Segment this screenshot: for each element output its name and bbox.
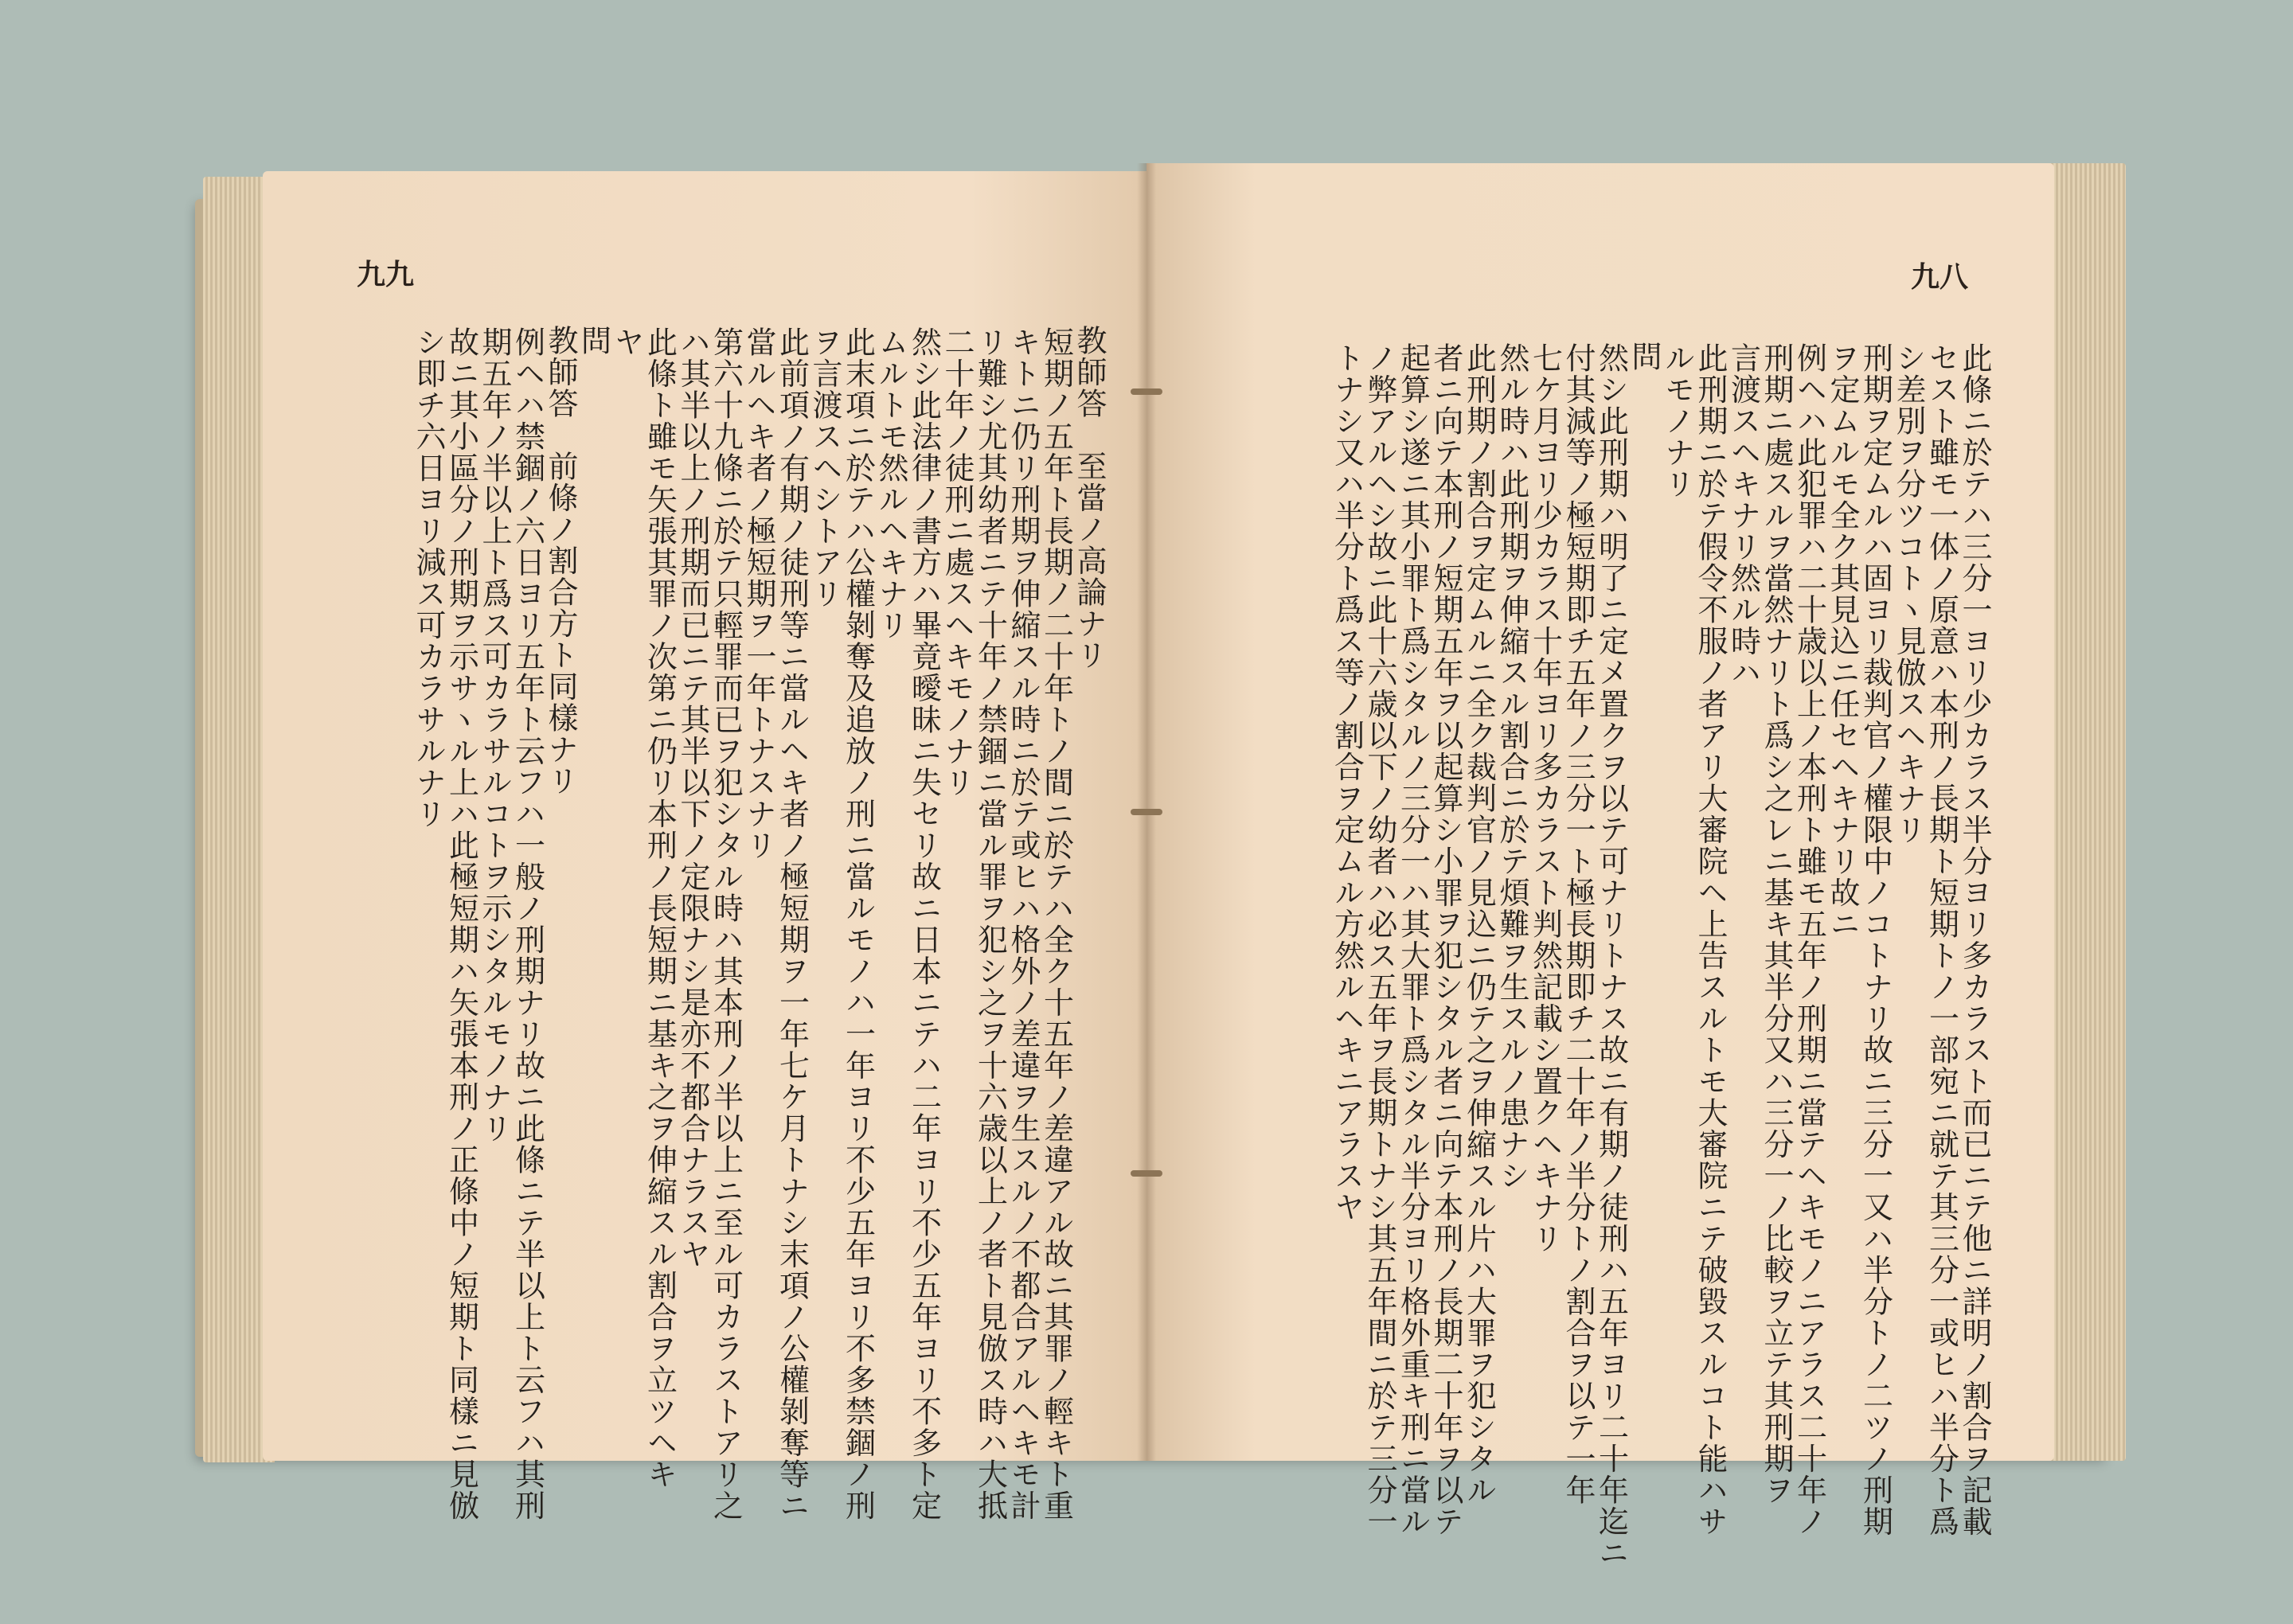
- text-column: セスト雖モ一体ノ原意ハ本刑ノ長期ト短期トノ一部宛ニ就テ其三分一或ヒハ半分ト爲: [1924, 342, 1959, 1537]
- text-column: 此條ニ於テハ三分一ヨリ少カラス半分ヨリ多カラスト而已ニテ他ニ詳明ノ割合ヲ記載: [1957, 342, 1992, 1537]
- text-column: 起算シ遂ニ其小罪ト爲シタルノ三分一ハ其大罪ト爲シタル半分ヨリ格外重キ刑ニ當ル: [1395, 342, 1431, 1537]
- text-column: 短期ノ五年ト長期ノ二十年トノ間ニ於テハ全ク十五年ノ差違アル故ニ其罪ノ輕キト重: [1038, 326, 1074, 1521]
- text-column: ヲ定ムルモ全ク其見込ニ任セヘキナリ故ニ: [1825, 342, 1860, 940]
- binding-stitch: [1131, 809, 1162, 815]
- text-column: 刑期ヲ定ムルハ固ヨリ裁判官ノ權限中ノコトナリ故ニ三分一又ハ半分トノ二ツノ刑期: [1857, 342, 1893, 1537]
- text-column: 此刑期ニ於テ假令不服ノ者アリ大審院ヘ上告スルトモ大審院ニテ破毀スルコト能ハサ: [1693, 342, 1728, 1537]
- text-column: 者ニ向テ本刑ノ短期五年ヲ以起算シ小罪ヲ犯シタル者ニ向テ本刑ノ長期二十年ヲ以テ: [1428, 342, 1463, 1537]
- text-column: 此末項ニ於テハ公權剝奪及追放ノ刑ニ當ルモノハ一年ヨリ不少五年ヨリ不多禁錮ノ刑: [840, 326, 876, 1521]
- text-column: ハ其半以上ノ刑期而已ニテ其半以下ノ定限ナシ是亦不都合ナラスヤ: [675, 326, 710, 1270]
- text-column: 二十年ノ徒刑ニ處スヘキモノナリ: [939, 326, 975, 798]
- text-column: ヲ言渡スヘシトアリ: [807, 326, 842, 610]
- text-column: 例ヘハ此犯罪ハ二十歳以上ノ本刑ト雖モ五年ノ刑期ニ當テヘキモノニアラス二十年ノ: [1791, 342, 1827, 1537]
- text-column: ムルトモ然ルヘキナリ: [873, 326, 908, 641]
- binding-stitch: [1131, 1170, 1162, 1177]
- left-page-number: 九九: [357, 258, 415, 291]
- right-page: [1146, 163, 2054, 1569]
- text-column: シ即チ六日ヨリ減ス可カラサルナリ: [411, 326, 446, 830]
- text-column: 此前項ノ有期ノ徒刑等ニ當ルヘキ者ノ極短期ヲ一年七ケ月トナシ末項ノ公權剝奪等ニ: [774, 326, 810, 1521]
- text-column: 言渡スヘキナリ然ル時ハ: [1725, 342, 1761, 689]
- page-stack-right: [2046, 163, 2126, 1461]
- text-column: 故ニ其小區分ノ刑期ヲ示サヽル上ハ此極短期ハ矢張本刑ノ正條中ノ短期ト同樣ニ見倣: [443, 326, 479, 1521]
- text-column: 七ケ月ヨリ少カラス十年ヨリ多カラスト判然記載シ置クヘキナリ: [1527, 342, 1563, 1255]
- text-column: 當ルヘキ者ノ極短期ヲ一年トナスナリ: [741, 326, 776, 861]
- text-column: キトニ仍リ刑期ヲ伸縮スル時ニ於テ或ヒハ格外ノ差違ヲ生スルノ不都合アルヘキモ計: [1006, 326, 1041, 1521]
- text-column: トナシ又ハ半分ト爲ス等ノ割合ヲ定ムル方然ルヘキニアラスヤ: [1329, 342, 1365, 1223]
- text-column: ルモノナリ: [1659, 342, 1695, 500]
- right-page-number: 九八: [1911, 260, 1969, 294]
- left-page: [263, 171, 1146, 1521]
- text-column: 然ル時ハ此刑期ヲ伸縮スル割合ニ於テ煩難ヲ生スルノ患ナシ: [1494, 342, 1529, 1192]
- text-column: 問: [1627, 341, 1662, 373]
- text-column: 然シ此刑期ハ明了ニ定メ置クヲ以テ可ナリトナス故ニ有期ノ徒刑ハ五年ヨリ二十年迄ニ: [1593, 342, 1629, 1569]
- text-column: 此條ト雖モ矢張其罪ノ次第ニ仍リ本刑ノ長短期ニ基キ之ヲ伸縮スル割合ヲ立ツヘキ: [642, 326, 678, 1490]
- text-column: 刑期ニ處スルヲ當然ナリト爲シ之レニ基キ其半分又ハ三分一ノ比較ヲ立テ其刑期ヲ: [1759, 342, 1794, 1506]
- text-column: 第六十九條ニ於テ只輕罪而已ヲ犯シタル時ハ其本刑ノ半以上ニ至ル可カラストアリ之: [708, 326, 744, 1521]
- text-column: 此刑期ノ割合ヲ定ムルニ全ク裁判官ノ見込ニ仍テ之ヲ伸縮スル片ハ大罪ヲ犯シタル: [1461, 342, 1497, 1506]
- text-column: 期五年ノ半以上ト爲ス可カラサルコトヲ示シタルモノナリ: [477, 326, 512, 1144]
- text-column: 然シ此法律ノ書方ハ畢竟曖昧ニ失セリ故ニ日本ニテハ二年ヨリ不少五年ヨリ不多ト定: [906, 326, 942, 1521]
- text-column: リ難シ尤其幼者ニテ十年ノ禁錮ニ當ル罪ヲ犯シ之ヲ十六歳以上ノ者ト見倣ス時ハ大抵: [972, 326, 1008, 1521]
- text-column: 例ヘハ禁錮ノ六日ヨリ五年ト云フハ一般ノ刑期ナリ故ニ此條ニテ半以上ト云フハ其刑: [510, 326, 545, 1521]
- text-column: 付其減等ノ極短期即チ五年ノ三分一ト極長期即チ二十年ノ半分トノ割合ヲ以テ一年: [1561, 342, 1596, 1506]
- binding-stitch: [1131, 388, 1162, 395]
- text-column: ノ弊アルヘシ故ニ此十六歳以下ノ幼者ハ必ス五年ヲ長期トナシ其五年間ニ於テ三分一: [1362, 342, 1397, 1537]
- text-column: 問: [576, 325, 611, 357]
- text-column: ヤ: [609, 326, 644, 358]
- text-column: シ差別ヲ分ツコトヽ見倣スヘキナリ: [1891, 342, 1926, 845]
- text-column: 教師答 至當ノ高論ナリ: [1072, 325, 1107, 671]
- text-column: 教師答 前條ノ割合方ト同樣ナリ: [543, 325, 578, 797]
